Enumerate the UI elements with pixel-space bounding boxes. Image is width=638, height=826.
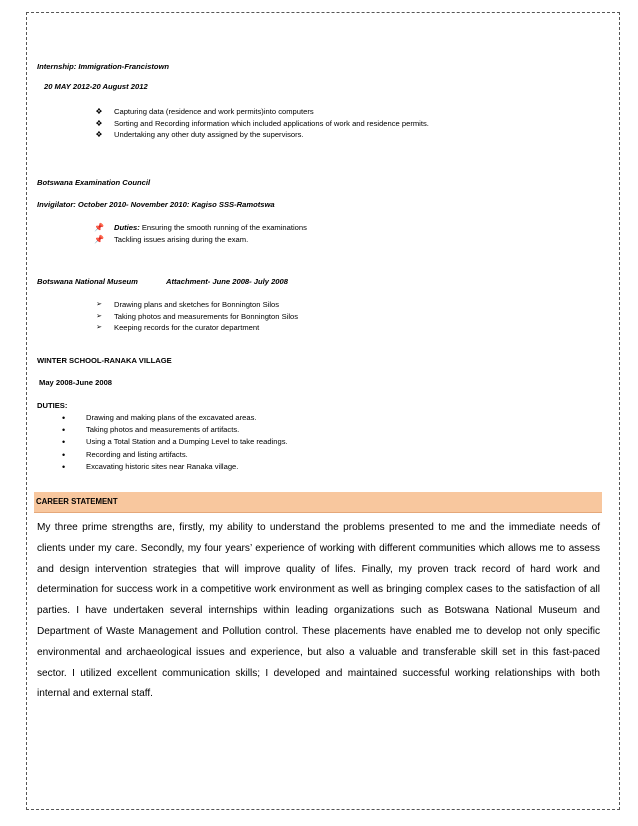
page-border-right	[619, 12, 620, 810]
list-item: • Recording and listing artifacts.	[62, 449, 188, 460]
bec-org: Botswana Examination Council	[37, 178, 151, 187]
arrow-bullet-icon: ➢	[96, 312, 102, 320]
winter-duties-label: DUTIES:	[37, 401, 68, 410]
list-item: • Drawing and making plans of the excavated areas.	[62, 413, 257, 423]
diamond-bullet-icon: ❖	[95, 107, 103, 116]
list-item: ❖ Capturing data (residence and work permits)into computers	[92, 106, 429, 118]
winter-dates: May 2008-June 2008	[39, 378, 113, 387]
career-heading: CAREER STATEMENT	[36, 497, 118, 506]
diamond-bullet-icon: ❖	[95, 118, 103, 128]
arrow-bullet-icon: ➢	[96, 301, 102, 308]
diamond-bullet-icon: ❖	[95, 130, 103, 140]
dot-bullet-icon: •	[62, 425, 66, 436]
page-border-bottom	[26, 809, 620, 810]
pushpin-bullet-icon: 📌	[94, 223, 104, 232]
list-item: 📌 Tackling issues arising during the exam.	[92, 234, 307, 246]
pushpin-bullet-icon: 📌	[94, 234, 104, 244]
winter-list	[62, 412, 288, 473]
list-item: ➢ Drawing plans and sketches for Bonnington Silos	[92, 299, 298, 311]
internship-dates: 20 MAY 2012-20 August 2012	[44, 82, 148, 91]
dot-bullet-icon: •	[62, 413, 66, 423]
list-item: 📌 Duties: Ensuring the smooth running of the examinations	[92, 222, 307, 234]
career-heading-band	[34, 492, 602, 513]
winter-title: WINTER SCHOOL-RANAKA VILLAGE	[37, 356, 172, 365]
internship-title: Internship: Immigration-Francistown	[37, 62, 170, 71]
career-statement-text: My three prime strengths are, firstly, my ability to understand the problems presented to me and the immediate needs of clients under my care. Secondly, my four years’ experience of working with different communities which allows me to assess and design intervention strategies that will improve quality of lifes. Finally, my proven track record of hard work and determination for success work in a competitive work environment as well as bringing complex cases to the satisfaction of all parties. I have undertaken several internships within leading organizations such as Botswana National Museum and Department of Waste Management and Pollution control. These placements have enabled me to develop not only specific environmental and archaeological issues and experience, but also a valuable and transferable skill set in this fast-paced sector. I utilized excellent communication skills; I developed and maintained successful working relationships with both internal and external staff.	[37, 522, 600, 700]
dot-bullet-icon: •	[62, 449, 66, 460]
dot-bullet-icon: •	[62, 461, 66, 472]
list-item: • Excavating historic sites near Ranaka village.	[62, 461, 239, 472]
page-border-left	[26, 12, 27, 810]
list-item: ➢ Taking photos and measurements for Bonnington Silos	[92, 311, 298, 323]
museum-list	[92, 299, 298, 334]
dot-bullet-icon: •	[62, 437, 66, 448]
list-item: • Taking photos and measurements of artifacts.	[62, 425, 240, 436]
museum-attachment: Attachment- June 2008- July 2008	[166, 277, 288, 286]
bec-role: Invigilator: October 2010- November 2010: Kagiso SSS-Ramotswa	[37, 200, 275, 209]
bec-list	[92, 222, 307, 245]
list-item: ❖ Undertaking any other duty assigned by the supervisors.	[92, 129, 429, 141]
list-item: ➢ Keeping records for the curator department	[92, 322, 298, 334]
page-border-top	[26, 12, 620, 13]
list-item: ❖ Sorting and Recording information which included applications of work and residence permits.	[92, 118, 429, 130]
arrow-bullet-icon: ➢	[96, 324, 102, 332]
museum-org: Botswana National Museum	[37, 277, 138, 286]
internship-list	[92, 106, 429, 141]
list-item: • Using a Total Station and a Dumping Level to take readings.	[62, 437, 288, 448]
